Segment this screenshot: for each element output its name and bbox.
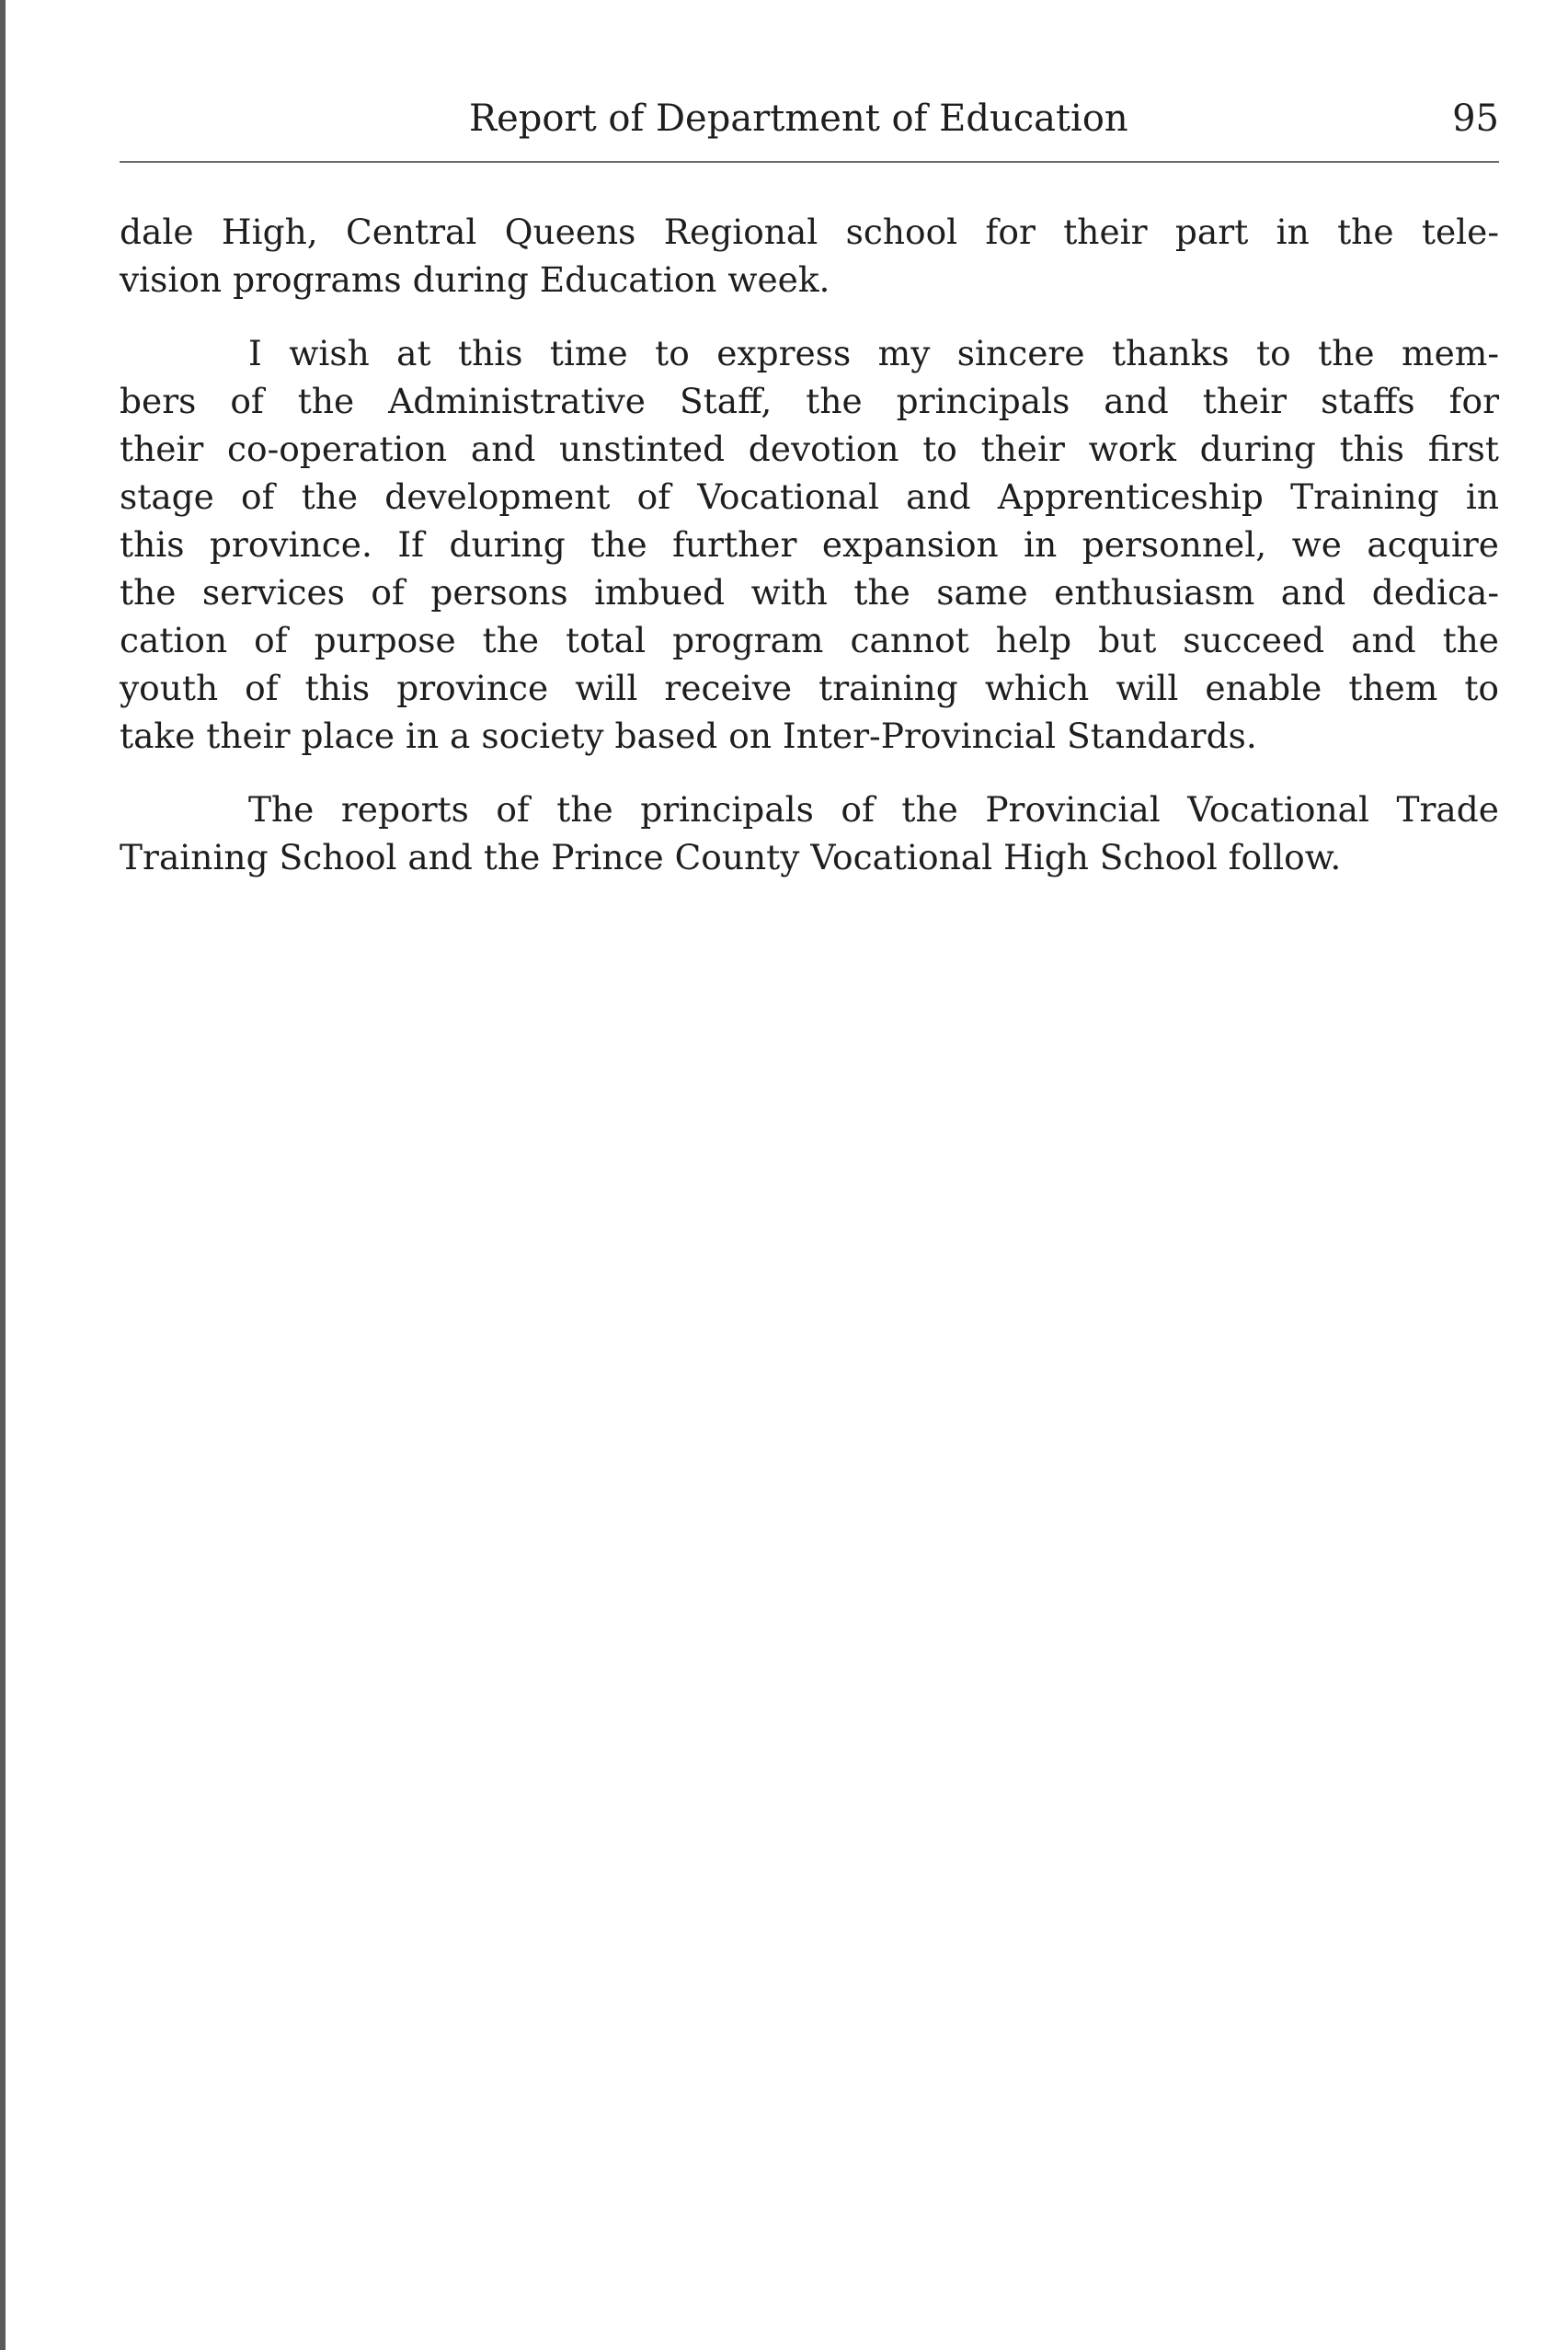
paragraph-1 <box>120 208 1499 304</box>
running-title: Report of Department of Education <box>469 97 1128 140</box>
paragraph-line: The reports of the principals of the Provincial Vocational Trade <box>248 789 1499 830</box>
paragraph-line: the services of persons imbued with the same enthusiasm and dedica- <box>120 572 1499 613</box>
running-header <box>120 96 1499 142</box>
paragraph-3 <box>120 785 1499 881</box>
paragraph-line: cation of purpose the total program cannot help but succeed and the <box>120 620 1499 660</box>
paragraph-line: youth of this province will receive training which will enable them to <box>120 668 1499 708</box>
paragraph-line: dale High, Central Queens Regional school for their part in the tele- <box>120 212 1499 252</box>
header-rule <box>120 161 1499 163</box>
paragraph-line: this province. If during the further expansion in personnel, we acquire <box>120 524 1499 565</box>
paragraph-line: their co-operation and unstinted devotion to their work during this first <box>120 429 1499 469</box>
paragraph-line: take their place in a society based on Inter-Provincial Standards. <box>120 716 1257 756</box>
paragraph-line: stage of the development of Vocational and Apprenticeship Training in <box>120 476 1499 517</box>
body-text <box>120 208 1499 907</box>
paragraph-line: vision programs during Education week. <box>120 259 830 300</box>
paragraph-2 <box>120 329 1499 760</box>
paragraph-line: I wish at this time to express my sincere thanks to the mem- <box>248 333 1499 373</box>
page-edge <box>0 0 6 2350</box>
paragraph-line: Training School and the Prince County Vocational High School follow. <box>120 837 1342 877</box>
page-number: 95 <box>1452 97 1499 140</box>
paragraph-line: bers of the Administrative Staff, the principals and their staffs for <box>120 381 1499 421</box>
